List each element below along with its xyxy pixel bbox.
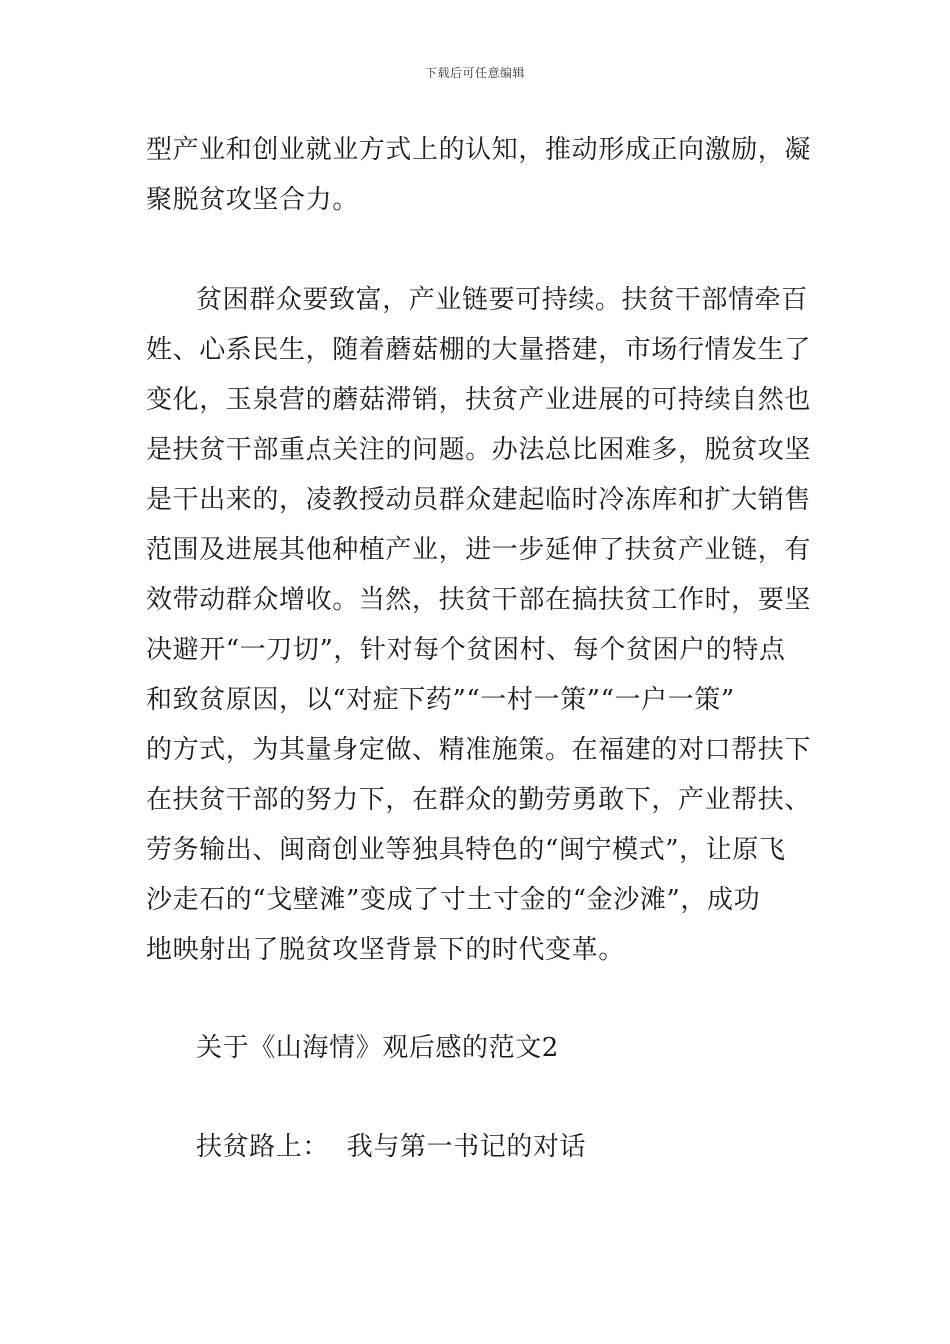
paragraph-2-line-4: 是扶贫干部重点关注的问题。办法总比困难多，脱贫攻坚 (146, 435, 812, 465)
page-header-note: 下载后可任意编辑 (424, 66, 525, 80)
paragraph-2-line-14: 地映射出了脱贫攻坚背景下的时代变革。 (146, 935, 625, 965)
section-heading: 关于《山海情》观后感的范文2 (196, 1033, 559, 1063)
paragraph-1-line-1: 型产业和创业就业方式上的认知，推动形成正向激励，凝 (146, 135, 812, 165)
paragraph-2-line-8: 决避开“一刀切”，针对每个贫困村、每个贫困户的特点 (146, 635, 786, 665)
paragraph-2-line-1: 贫困群众要致富，产业链要可持续。扶贫干部情牵百 (196, 285, 808, 315)
paragraph-2-line-9: 和致贫原因，以“对症下药”“一村一策”“一户一策” (146, 685, 735, 715)
paragraph-2-line-7: 效带动群众增收。当然，扶贫干部在搞扶贫工作时，要坚 (146, 585, 812, 615)
paragraph-2-line-5: 是干出来的，凌教授动员群众建起临时冷冻库和扩大销售 (146, 485, 812, 515)
paragraph-2-line-3: 变化，玉泉营的蘑菇滞销，扶贫产业进展的可持续自然也 (146, 385, 812, 415)
sub-heading: 扶贫路上： 我与第一书记的对话 (196, 1132, 587, 1162)
paragraph-2-line-12: 劳务输出、闽商创业等独具特色的“闽宁模式”，让原飞 (146, 835, 786, 865)
paragraph-1-line-2: 聚脱贫攻坚合力。 (146, 185, 359, 215)
paragraph-2-line-2: 姓、心系民生，随着蘑菇棚的大量搭建，市场行情发生了 (146, 335, 812, 365)
paragraph-2-line-6: 范围及进展其他种植产业，进一步延伸了扶贫产业链，有 (146, 535, 812, 565)
paragraph-2-line-13: 沙走石的“戈壁滩”变成了寸土寸金的“金沙滩”，成功 (146, 885, 761, 915)
paragraph-2-line-10: 的方式，为其量身定做、精准施策。在福建的对口帮扶下 (146, 735, 812, 765)
paragraph-2-line-11: 在扶贫干部的努力下，在群众的勤劳勇敢下，产业帮扶、 (146, 785, 812, 815)
